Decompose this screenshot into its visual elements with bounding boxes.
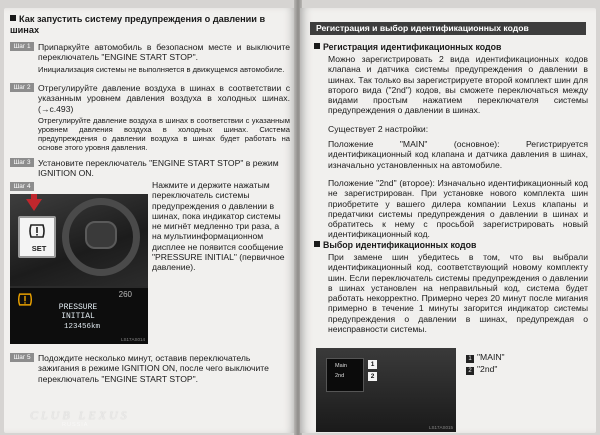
display-message-line1: PRESSURE <box>58 303 98 312</box>
right-page <box>300 8 596 433</box>
photo-code: LS17AS015 <box>428 425 453 430</box>
step-1 <box>10 42 290 74</box>
section-2-title: Выбор идентификационных кодов <box>314 240 476 251</box>
section-1-text: Можно зарегистрировать 2 вида идентификационных кодов клапана и датчика системы предупреждения о давлении в шинах. Так только вы зарегистрируете второй комплект шин для второго вида ("2nd") кодов, вы сможете переключаться между видами простым нажатием переключателя системы предупреждения о давлении в шинах. <box>328 54 588 116</box>
legend-label-2: "2nd" <box>477 364 498 374</box>
step-5 <box>10 353 290 384</box>
watermark-title: CLUB LEXUS <box>30 408 130 422</box>
step-2 <box>10 83 290 152</box>
section-1-title: Регистрация идентификационных кодов <box>314 42 501 53</box>
step-5-text: Подождите несколько минут, оставив переключатель зажигания в режиме IGNITION ON, после чего выключите переключатель "ENGINE START STOP". <box>38 353 269 384</box>
step-1-note: Инициализация системы не выполняется в движущемся автомобиле. <box>38 64 285 74</box>
step-3 <box>10 158 290 179</box>
right-header-bar: Регистрация и выбор идентификационных кодов <box>310 22 586 35</box>
step-3-tag: Шаг 3 <box>10 158 34 167</box>
step-3-text: Установите переключатель "ENGINE START STOP" в режим IGNITION ON. <box>38 158 279 179</box>
legend-number-1: 1 <box>466 355 474 363</box>
selector-line-2nd: 2nd <box>335 373 345 379</box>
legend-label-1: "MAIN" <box>477 352 505 362</box>
press-arrow-icon <box>26 199 42 211</box>
bullet-square-icon <box>10 15 16 21</box>
odometer-readout: 123456km <box>64 323 101 331</box>
bullet-square-icon <box>314 43 320 49</box>
callout-marker-2: 2 <box>368 372 377 381</box>
watermark-subtitle: RUSSIA <box>62 422 89 428</box>
tpms-warning-icon <box>27 223 47 239</box>
step-5-tag: Шаг 5 <box>10 353 34 362</box>
speed-scale-label: 260 <box>118 290 132 299</box>
dashboard-photo <box>10 194 148 344</box>
step-1-tag: Шаг 1 <box>10 42 34 51</box>
legend-number-2: 2 <box>466 367 474 375</box>
display-message <box>50 304 106 321</box>
multi-info-display <box>10 288 148 344</box>
step-4-text: Нажмите и держите нажатым переключатель системы предупреждения о давлении в шинах, пока индикатор системы не мигнёт медленно три раза, а на мультиинформационном дисплее не появится сообщение "PRESSURE INITIAL" (первичное давление). <box>152 180 285 273</box>
legend-item-1 <box>466 352 505 363</box>
bullet-square-icon <box>314 241 320 247</box>
left-heading: Как запустить систему предупреждения о давлении в шинах <box>10 14 266 35</box>
steering-hub <box>85 221 117 249</box>
callout-marker-1: 1 <box>368 360 377 369</box>
tpms-indicator-icon <box>16 292 34 307</box>
step-2-note: Отрегулируйте давление воздуха в шинах в соответствии с указанным уровнем давления воздуха в холодных шинах. Система предупреждения о давлении воздуха в шинах будет работать на основе этого уровня давления. <box>38 115 290 153</box>
step-2-text: Отрегулируйте давление воздуха в шинах в соответствии с указанным уровнем давления воздуха в холодных шинах. (→с.493) <box>38 83 290 114</box>
photo-code: LS17AS014 <box>120 337 145 342</box>
step-4-tag: Шаг 4 <box>10 182 34 191</box>
step-2-tag: Шаг 2 <box>10 83 34 92</box>
step-1-text: Припаркуйте автомобиль в безопасном месте и выключите переключатель "ENGINE START STOP". <box>38 42 290 63</box>
steering-area <box>10 194 148 286</box>
set-button-label: SET <box>31 244 47 253</box>
tpms-set-button <box>18 216 56 258</box>
left-page <box>4 8 296 433</box>
switch-photo <box>316 348 456 432</box>
section-2-text: При замене шин убедитесь в том, что вы выбрали идентификационный код, соответствующий новому комплекту шин. Если переключатель системы предупреждения о давлении в шинах установлен на неправильный код, система будет работать некорректно. Примерно через 20 минут после мигания примерно в течение 1 минуты загорится индикатор системы предупреждения о давлении в шинах, предупреждая о неисправности системы. <box>328 252 588 335</box>
settings-intro: Существует 2 настройки: <box>328 124 429 134</box>
legend-item-2 <box>466 364 497 375</box>
selector-line-main: Main <box>335 363 347 369</box>
code-selector-display <box>326 358 364 392</box>
setting-2nd: Положение "2nd" (второе): Изначально идентификационный код не зарегистрирован. При установке нового комплекта шин приобретите у вашего дилера компании Lexus клапаны и предатчики системы предупреждения о давлении в шинах и обратитесь к нему с просьбой зарегистрировать новый идентификационный код. <box>328 178 588 240</box>
setting-main: Положение "MAIN" (основное): Регистрируется идентификационный код клапана и датчика давления в шинах, изначально установленных на автомобиле. <box>328 139 588 170</box>
display-message-line2: INITIAL <box>61 311 95 321</box>
